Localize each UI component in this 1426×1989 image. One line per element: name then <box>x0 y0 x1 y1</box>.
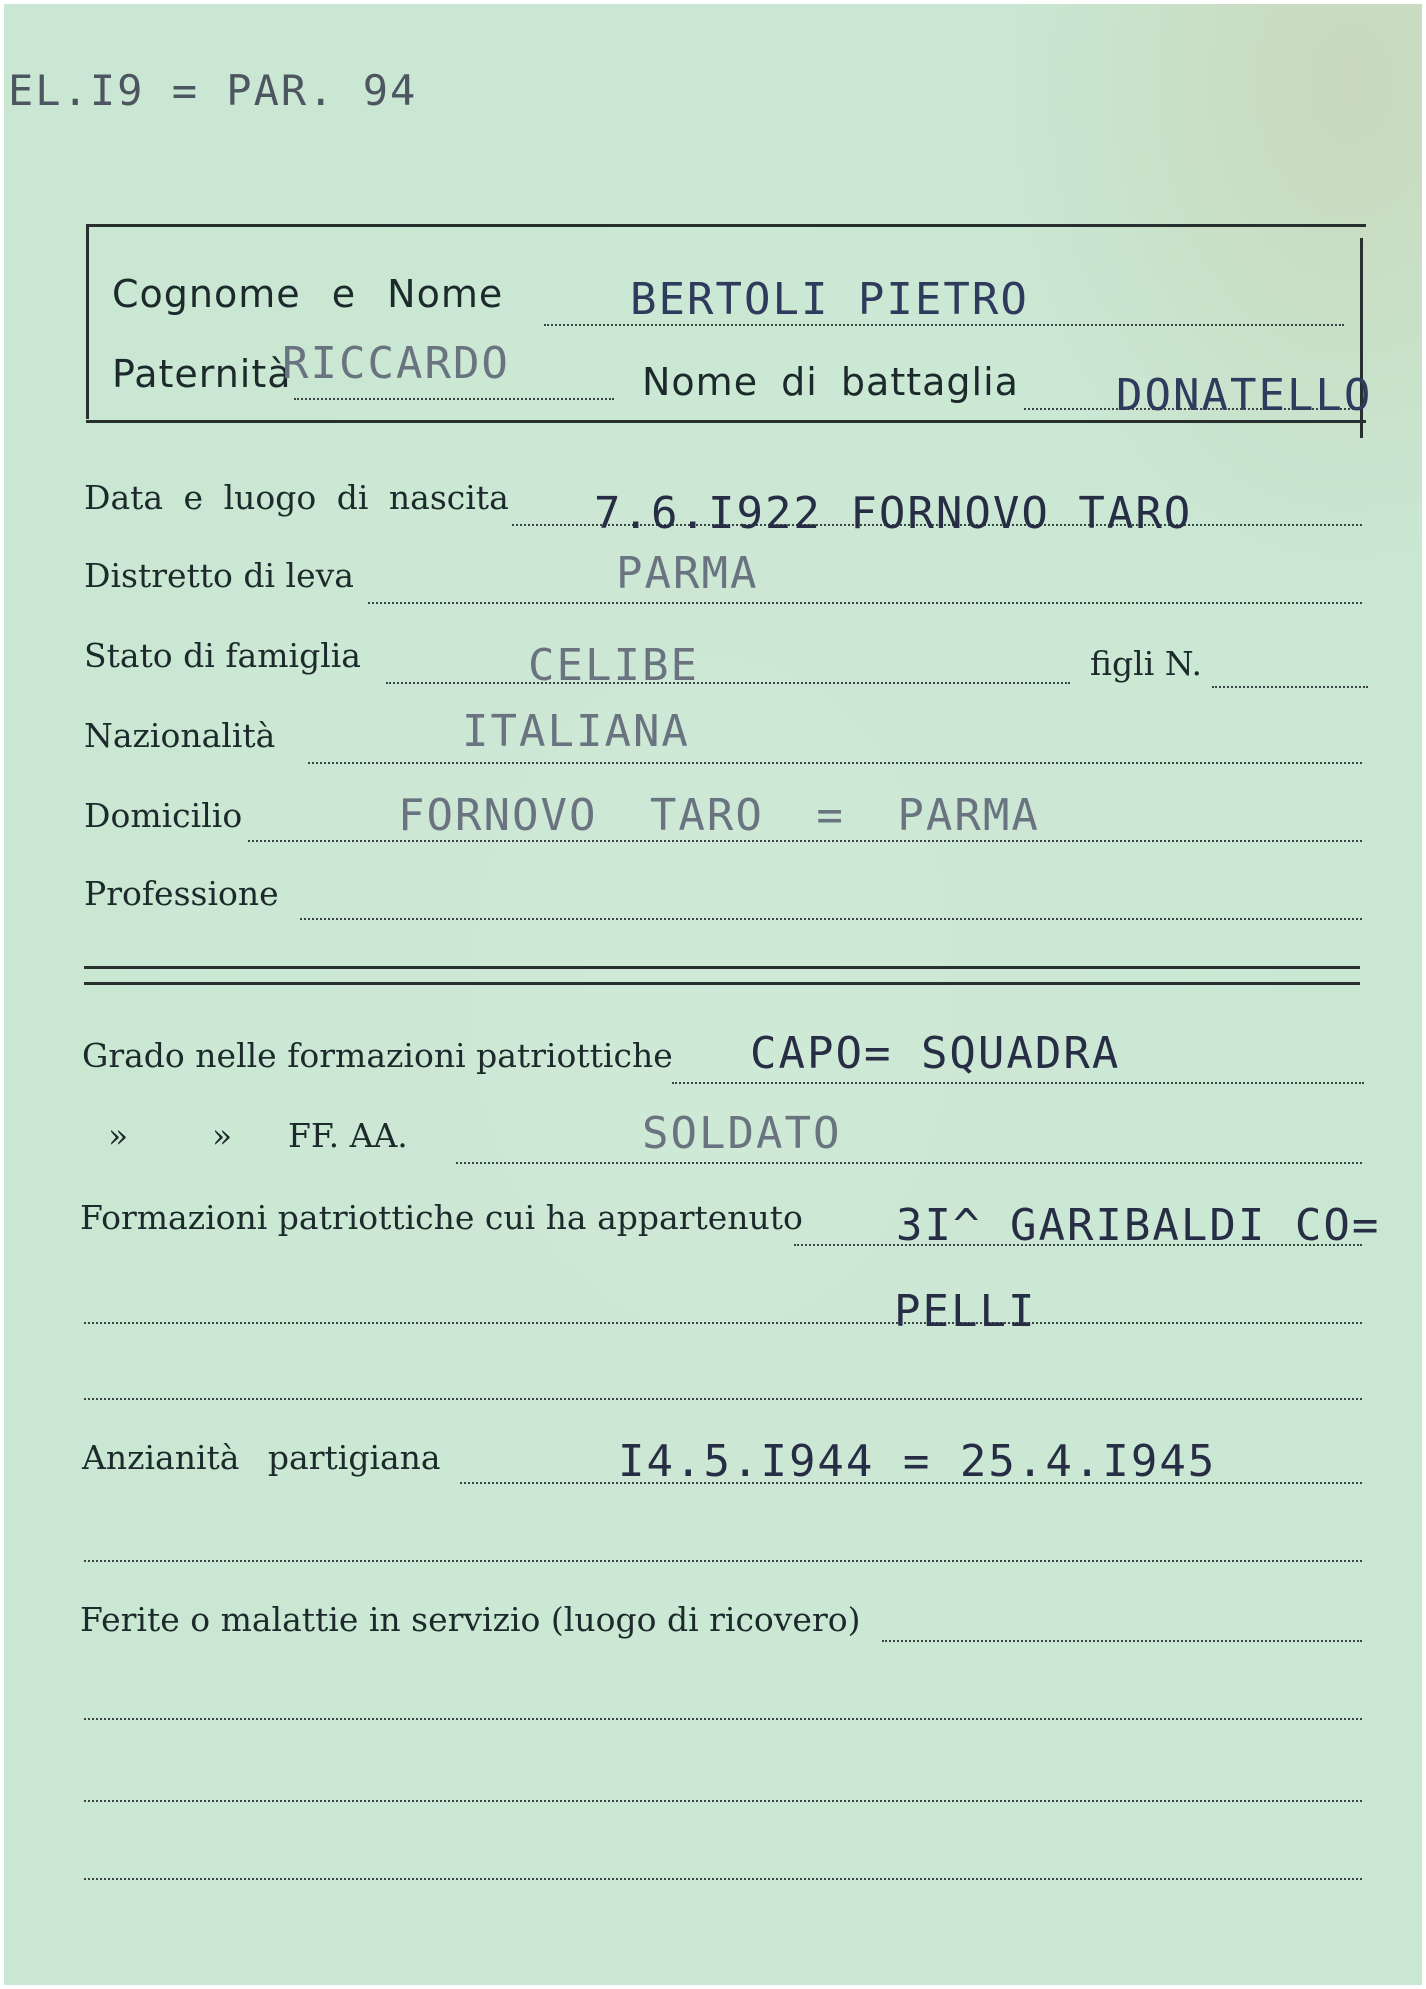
line-professione <box>300 918 1362 920</box>
label-nome-battaglia: Nome di battaglia <box>642 360 1019 404</box>
line-formazioni-3 <box>84 1398 1362 1400</box>
line-ff-aa <box>456 1162 1362 1164</box>
value-paternita: RICCARDO <box>282 338 510 389</box>
value-distretto-leva: PARMA <box>616 548 759 599</box>
partisan-record-card <box>4 4 1422 1985</box>
ditto-mark-1: » <box>108 1116 129 1155</box>
value-nome-battaglia: DONATELLO <box>1116 370 1373 421</box>
line-figli <box>1212 686 1368 688</box>
separator-upper <box>84 966 1360 969</box>
ditto-mark-2: » <box>212 1116 233 1155</box>
line-ferite-2 <box>84 1718 1362 1720</box>
label-domicilio: Domicilio <box>84 796 243 835</box>
value-anzianita: I4.5.I944 = 25.4.I945 <box>618 1436 1217 1487</box>
value-nazionalita: ITALIANA <box>462 706 690 757</box>
line-nazionalita <box>308 762 1362 764</box>
value-grado-ff-aa: SOLDATO <box>642 1108 842 1159</box>
value-stato-famiglia: CELIBE <box>528 640 699 691</box>
label-ferite: Ferite o malattie in servizio (luogo di ricovero) <box>80 1600 861 1639</box>
label-ff-aa: FF. AA. <box>288 1116 408 1155</box>
line-distretto-leva <box>368 602 1362 604</box>
label-professione: Professione <box>84 874 279 913</box>
label-distretto-leva: Distretto di leva <box>84 556 354 595</box>
line-anzianita-2 <box>84 1560 1362 1562</box>
line-stato-famiglia <box>386 682 1070 684</box>
line-formazioni-2 <box>84 1322 1362 1324</box>
label-figli: figli N. <box>1090 644 1202 683</box>
value-domicilio: FORNOVO TARO = PARMA <box>398 790 1040 841</box>
label-data-luogo-nascita: Data e luogo di nascita <box>84 478 509 517</box>
box-top-border <box>86 224 1366 227</box>
value-formazioni-line2: PELLI <box>894 1286 1037 1337</box>
line-paternita <box>294 398 614 400</box>
box-left-border <box>86 224 89 419</box>
label-paternita: Paternità <box>112 352 292 396</box>
label-cognome-nome: Cognome e Nome <box>112 272 504 316</box>
value-grado-formazioni: CAPO= SQUADRA <box>750 1028 1121 1079</box>
value-data-luogo-nascita: 7.6.I922 FORNOVO TARO <box>594 488 1193 539</box>
line-ferite-3 <box>84 1800 1362 1802</box>
label-grado-formazioni: Grado nelle formazioni patriottiche <box>82 1036 673 1075</box>
line-ferite-1 <box>882 1640 1362 1642</box>
separator-lower <box>84 982 1360 985</box>
label-stato-famiglia: Stato di famiglia <box>84 636 361 675</box>
line-ferite-4 <box>84 1878 1362 1880</box>
value-cognome-nome: BERTOLI PIETRO <box>630 274 1029 325</box>
label-formazioni-appartenuto: Formazioni patriottiche cui ha appartenuto <box>80 1198 803 1237</box>
archive-reference: EL.I9 = PAR. 94 <box>8 66 418 115</box>
label-anzianita: Anzianità partigiana <box>82 1438 441 1477</box>
value-formazioni-line1: 3I^ GARIBALDI CO= <box>896 1200 1381 1251</box>
label-nazionalita: Nazionalità <box>84 716 276 755</box>
line-grado-formazioni <box>672 1082 1364 1084</box>
